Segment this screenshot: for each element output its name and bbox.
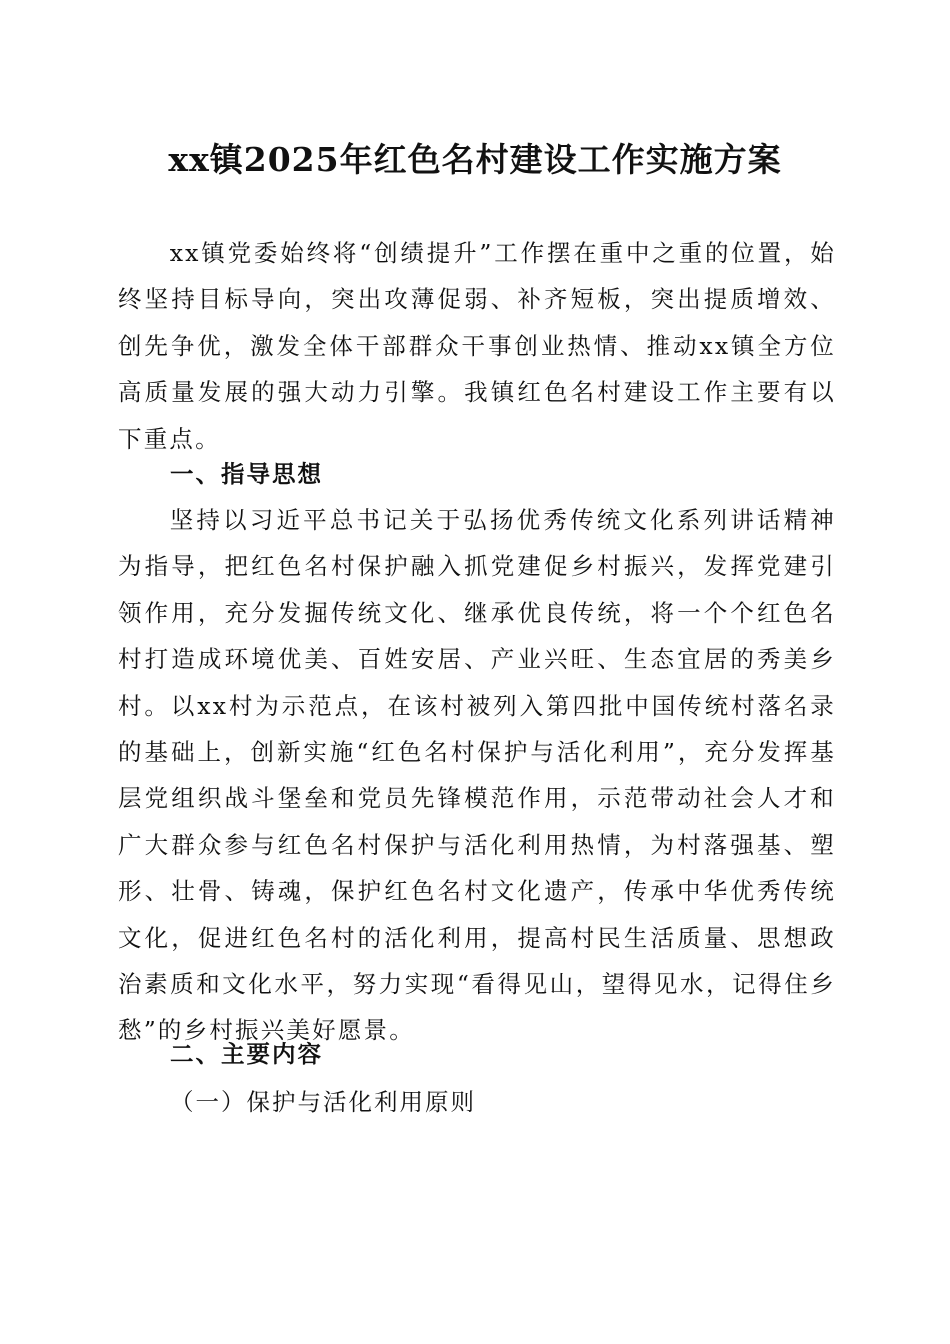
subsection-heading-principles: （一）保护与活化利用原则 <box>170 1088 476 1116</box>
document-title: xx镇2025年红色名村建设工作实施方案 <box>168 140 782 179</box>
section-heading-guiding-ideology: 一、指导思想 <box>170 460 323 488</box>
intro-paragraph: xx镇党委始终将“创绩提升”工作摆在重中之重的位置，始终坚持目标导向，突出攻薄促弱、补齐短板，突出提质增效、创先争优，激发全体干部群众干事创业热情、推动xx镇全方位高质量发展的强大动力引擎。我镇红色名村建设工作主要有以下重点。 <box>118 239 836 453</box>
guiding-ideology-paragraph: 坚持以习近平总书记关于弘扬优秀传统文化系列讲话精神为指导，把红色名村保护融入抓党建促乡村振兴，发挥党建引领作用，充分发掘传统文化、继承优良传统，将一个个红色名村打造成环境优美、百姓安居、产业兴旺、生态宜居的秀美乡村。以xx村为示范点，在该村被列入第四批中国传统村落名录的基础上，创新实施“红色名村保护与活化利用”，充分发挥基层党组织战斗堡垒和党员先锋模范作用，示范带动社会人才和广大群众参与红色名村保护与活化利用热情，为村落强基、塑形、壮骨、铸魂，保护红色名村文化遗产，传承中华优秀传统文化，促进红色名村的活化利用，提高村民生活质量、思想政治素质和文化水平，努力实现“看得见山，望得见水，记得住乡愁”的乡村振兴美好愿景。 <box>118 506 836 1045</box>
section-heading-main-content: 二、主要内容 <box>170 1040 323 1068</box>
